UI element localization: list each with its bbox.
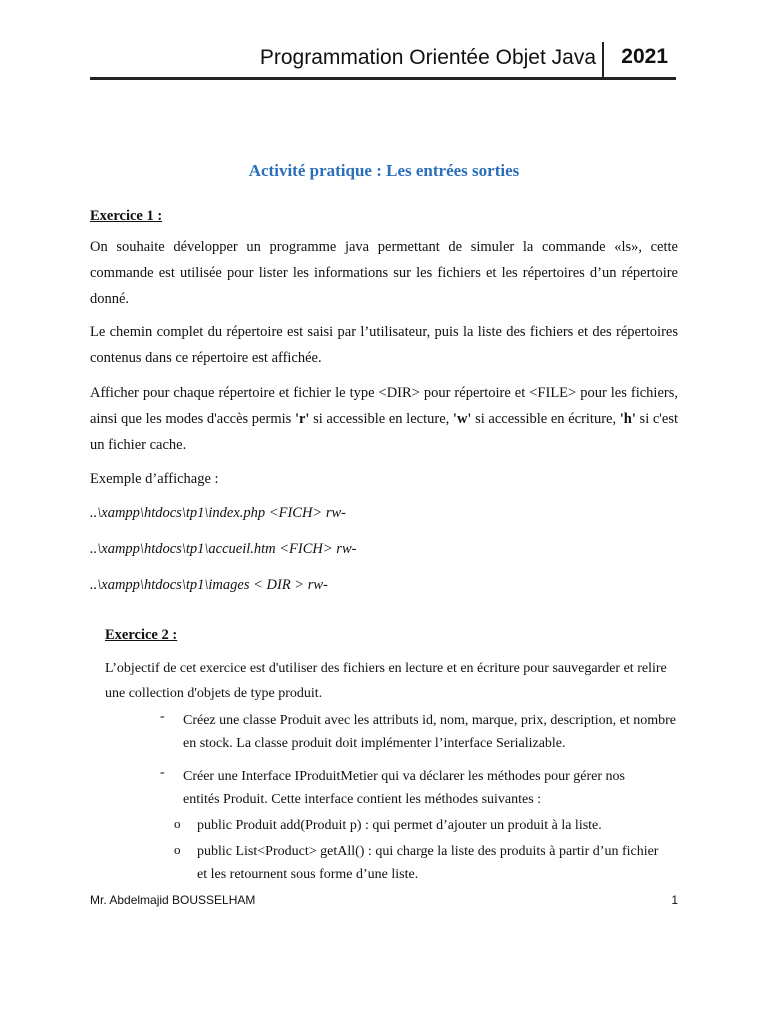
page-number: 1 xyxy=(671,893,678,907)
example-label: Exemple d’affichage : xyxy=(90,471,219,487)
exercise2-heading: Exercice 2 : xyxy=(105,627,178,643)
footer-author: Mr. Abdelmajid BOUSSELHAM xyxy=(90,893,256,907)
example-line: ..\xampp\htdocs\tp1\images < DIR > rw- xyxy=(90,577,328,593)
exercise1-paragraph1: On souhaite développer un programme java permettant de simuler la commande «ls», cette commande est utilisée pour lister les informations sur les fichiers et les répertoires d’un répertoire donné. xyxy=(90,239,678,307)
para3-text-b: si accessible en lecture, xyxy=(309,411,453,427)
mode-w: 'w' xyxy=(452,411,472,427)
bullet-dash: - xyxy=(160,765,165,780)
exercise2-bullet1: Créez une classe Produit avec les attributs id, nom, marque, prix, description, et nombre en stock. La classe produit doit implémenter l’interface Serializable. xyxy=(183,713,676,751)
page-header xyxy=(90,42,676,80)
para3-text-d: si c'est un fichier cache. xyxy=(90,411,679,453)
mode-h: 'h' xyxy=(619,411,636,427)
exercise2-sub-bullet1: public Produit add(Produit p) : qui permet d’ajouter un produit à la liste. xyxy=(197,818,602,833)
mode-r: 'r' xyxy=(294,411,310,427)
header-title: Programmation Orientée Objet Java xyxy=(259,46,596,69)
header-rule xyxy=(90,77,676,80)
para3-text-a: Afficher pour chaque répertoire et fichier le type <DIR> pour répertoire et <FILE> pour les fichiers, ainsi que les modes d'accès permis xyxy=(90,385,678,427)
example-line: ..\xampp\htdocs\tp1\index.php <FICH> rw- xyxy=(90,505,346,521)
exercise1-heading: Exercice 1 : xyxy=(90,208,163,224)
example-line: ..\xampp\htdocs\tp1\accueil.htm <FICH> rw- xyxy=(90,541,357,557)
sub-bullet-circle: o xyxy=(174,842,181,857)
sub-bullet-circle: o xyxy=(174,816,181,831)
bullet-dash: - xyxy=(160,709,165,724)
exercise2-intro: L’objectif de cet exercice est d'utiliser des fichiers en lecture et en écriture pour sauvegarder et relire une collection d'objets de type produit. xyxy=(105,661,667,701)
exercise1-paragraph2: Le chemin complet du répertoire est saisi par l’utilisateur, puis la liste des fichiers et des répertoires contenus dans ce répertoire est affichée. xyxy=(90,324,678,366)
header-year: 2021 xyxy=(621,45,668,68)
page-footer xyxy=(90,893,678,907)
exercise2-sub-bullet2: public List<Product> getAll() : qui charge la liste des produits à partir d’un fichier et les retournent sous forme d’une liste. xyxy=(197,844,659,882)
exercise1-paragraph3 xyxy=(90,380,678,458)
para3-text-c: si accessible en écriture, xyxy=(471,411,620,427)
document-title: Activité pratique : Les entrées sorties xyxy=(248,161,520,180)
header-separator xyxy=(602,42,604,80)
exercise2-bullet2: Créer une Interface IProduitMetier qui va déclarer les méthodes pour gérer nos entités Produit. Cette interface contient les méthodes suivantes : xyxy=(183,769,625,807)
